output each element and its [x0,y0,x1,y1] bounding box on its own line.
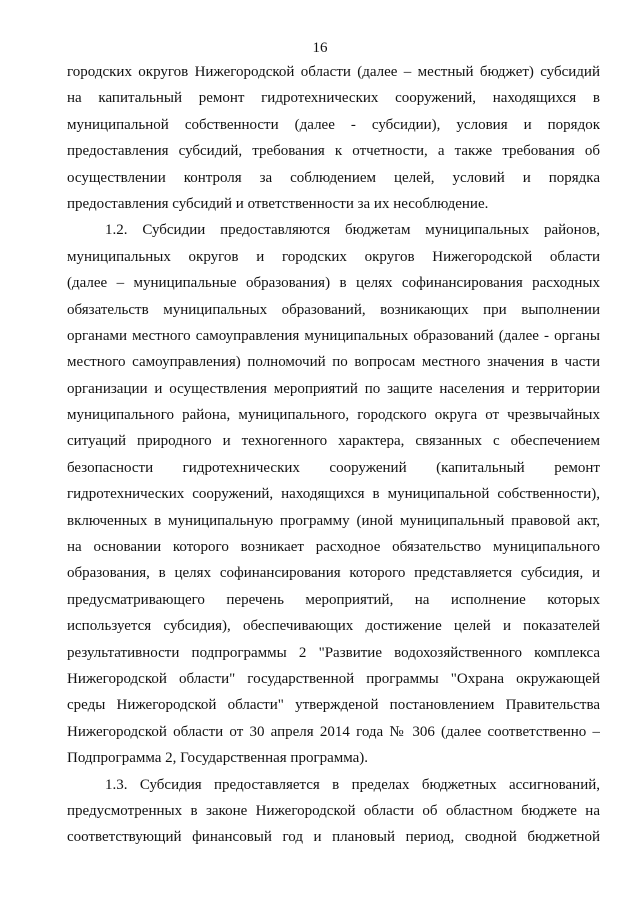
text-line: предоставления субсидий, требования к отчетности, а также требования об [67,143,600,160]
text-line: используется субсидия), обеспечивающих достижение целей и показателей [67,618,600,635]
text-line: 1.3. Субсидия предоставляется в пределах бюджетных ассигнований, [105,776,600,793]
text-line: предоставления субсидий и ответственности за их несоблюдение. [67,195,489,212]
text-line: организации и осуществления мероприятий по защите населения и территории [67,380,600,397]
text-line: образования, в целях софинансирования которого представляется субсидия, и [67,565,600,582]
text-line: включенных в муниципальную программу (иной муниципальный правовой акт, [67,512,600,529]
text-line: муниципального района, муниципального, городского округа от чрезвычайных [67,407,600,424]
text-line: безопасности гидротехнических сооружений (капитальный ремонт [67,459,600,476]
text-line: соответствующий финансовый год и плановый период, сводной бюджетной [67,829,600,846]
text-line: (далее – муниципальные образования) в целях софинансирования расходных [67,275,600,292]
text-line: Подпрограмма 2, Государственная программа). [67,750,369,767]
text-line: местного самоуправления) полномочий по вопросам местного значения в части [67,354,600,371]
text-line: ситуаций природного и техногенного характера, связанных с обеспечением [67,433,600,450]
text-line: гидротехнических сооружений, находящихся в муниципальной собственности), [67,486,600,503]
text-line: результативности подпрограммы 2 "Развитие водохозяйственного комплекса [67,644,600,661]
text-line: обязательств муниципальных образований, возникающих при выполнении [67,301,600,318]
text-line: на основании которого возникает расходное обязательство муниципального [67,539,600,556]
text-line: предусматривающего перечень мероприятий, на исполнение которых [67,591,600,608]
document-body [67,59,600,851]
text-line: 1.2. Субсидии предоставляются бюджетам муниципальных районов, [105,222,600,239]
text-line: на капитальный ремонт гидротехнических сооружений, находящихся в [67,90,600,107]
text-line: среды Нижегородской области" утвержденой постановлением Правительства [67,697,600,714]
text-line: осуществлении контроля за соблюдением целей, условий и порядка [67,169,600,186]
text-line: муниципальной собственности (далее - субсидии), условия и порядок [67,116,600,133]
text-line: предусмотренных в законе Нижегородской области об областном бюджете на [67,802,600,819]
page-number: 16 [312,40,328,56]
text-line: Нижегородской области от 30 апреля 2014 года № 306 (далее соответственно – [67,723,600,740]
text-line: органами местного самоуправления муниципальных образований (далее - органы [67,327,600,344]
text-line: городских округов Нижегородской области (далее – местный бюджет) субсидий [67,64,600,80]
text-line: муниципальных округов и городских округов Нижегородской области [67,248,600,265]
text-line: Нижегородской области" государственной программы "Охрана окружающей [67,670,600,687]
